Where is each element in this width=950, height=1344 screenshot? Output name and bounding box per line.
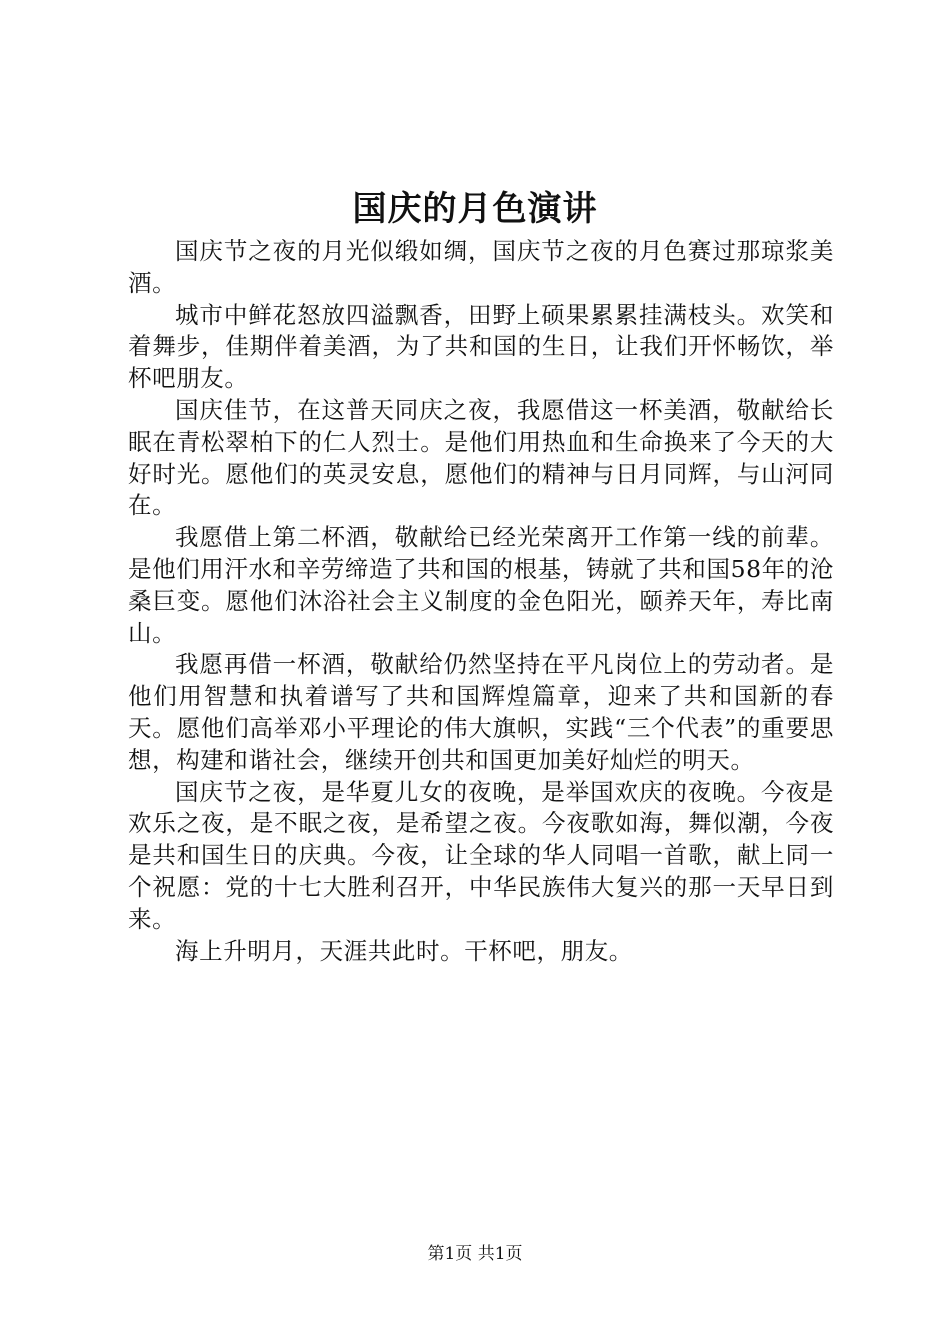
paragraph-5: 我愿再借一杯酒，敬献给仍然坚持在平凡岗位上的劳动者。是他们用智慧和执着谱写了共和国辉煌篇章，迎来了共和国新的春天。愿他们高举邓小平理论的伟大旗帜，实践“三个代表”的重要思想，构建和谐社会，继续开创共和国更加美好灿烂的明天。 <box>128 650 834 774</box>
paragraph-3: 国庆佳节，在这普天同庆之夜，我愿借这一杯美酒，敬献给长眠在青松翠柏下的仁人烈士。是他们用热血和生命换来了今天的大好时光。愿他们的英灵安息，愿他们的精神与日月同辉，与山河同在。 <box>128 395 834 520</box>
paragraph-6: 国庆节之夜，是华夏儿女的夜晚，是举国欢庆的夜晚。今夜是欢乐之夜，是不眠之夜，是希望之夜。今夜歌如海，舞似潮，今夜是共和国生日的庆典。今夜，让全球的华人同唱一首歌，献上同一个祝愿：党的十七大胜利召开，中华民族伟大复兴的那一天早日到来。 <box>128 777 834 933</box>
paragraph-2: 城市中鲜花怒放四溢飘香，田野上硕果累累挂满枝头。欢笑和着舞步，佳期伴着美酒，为了共和国的生日，让我们开怀畅饮，举杯吧朋友。 <box>128 300 834 393</box>
paragraph-1: 国庆节之夜的月光似缎如绸，国庆节之夜的月色赛过那琼浆美酒。 <box>128 237 834 297</box>
paragraph-4: 我愿借上第二杯酒，敬献给已经光荣离开工作第一线的前辈。是他们用汗水和辛劳缔造了共和国的根基，铸就了共和国58年的沧桑巨变。愿他们沐浴社会主义制度的金色阳光，颐养天年，寿比南山。 <box>128 523 834 647</box>
paragraph-7: 海上升明月，天涯共此时。干杯吧，朋友。 <box>175 936 633 965</box>
page-footer: 第1页 共1页 <box>427 1244 523 1264</box>
document-body <box>128 236 834 967</box>
document-title: 国庆的月色演讲 <box>352 189 598 229</box>
